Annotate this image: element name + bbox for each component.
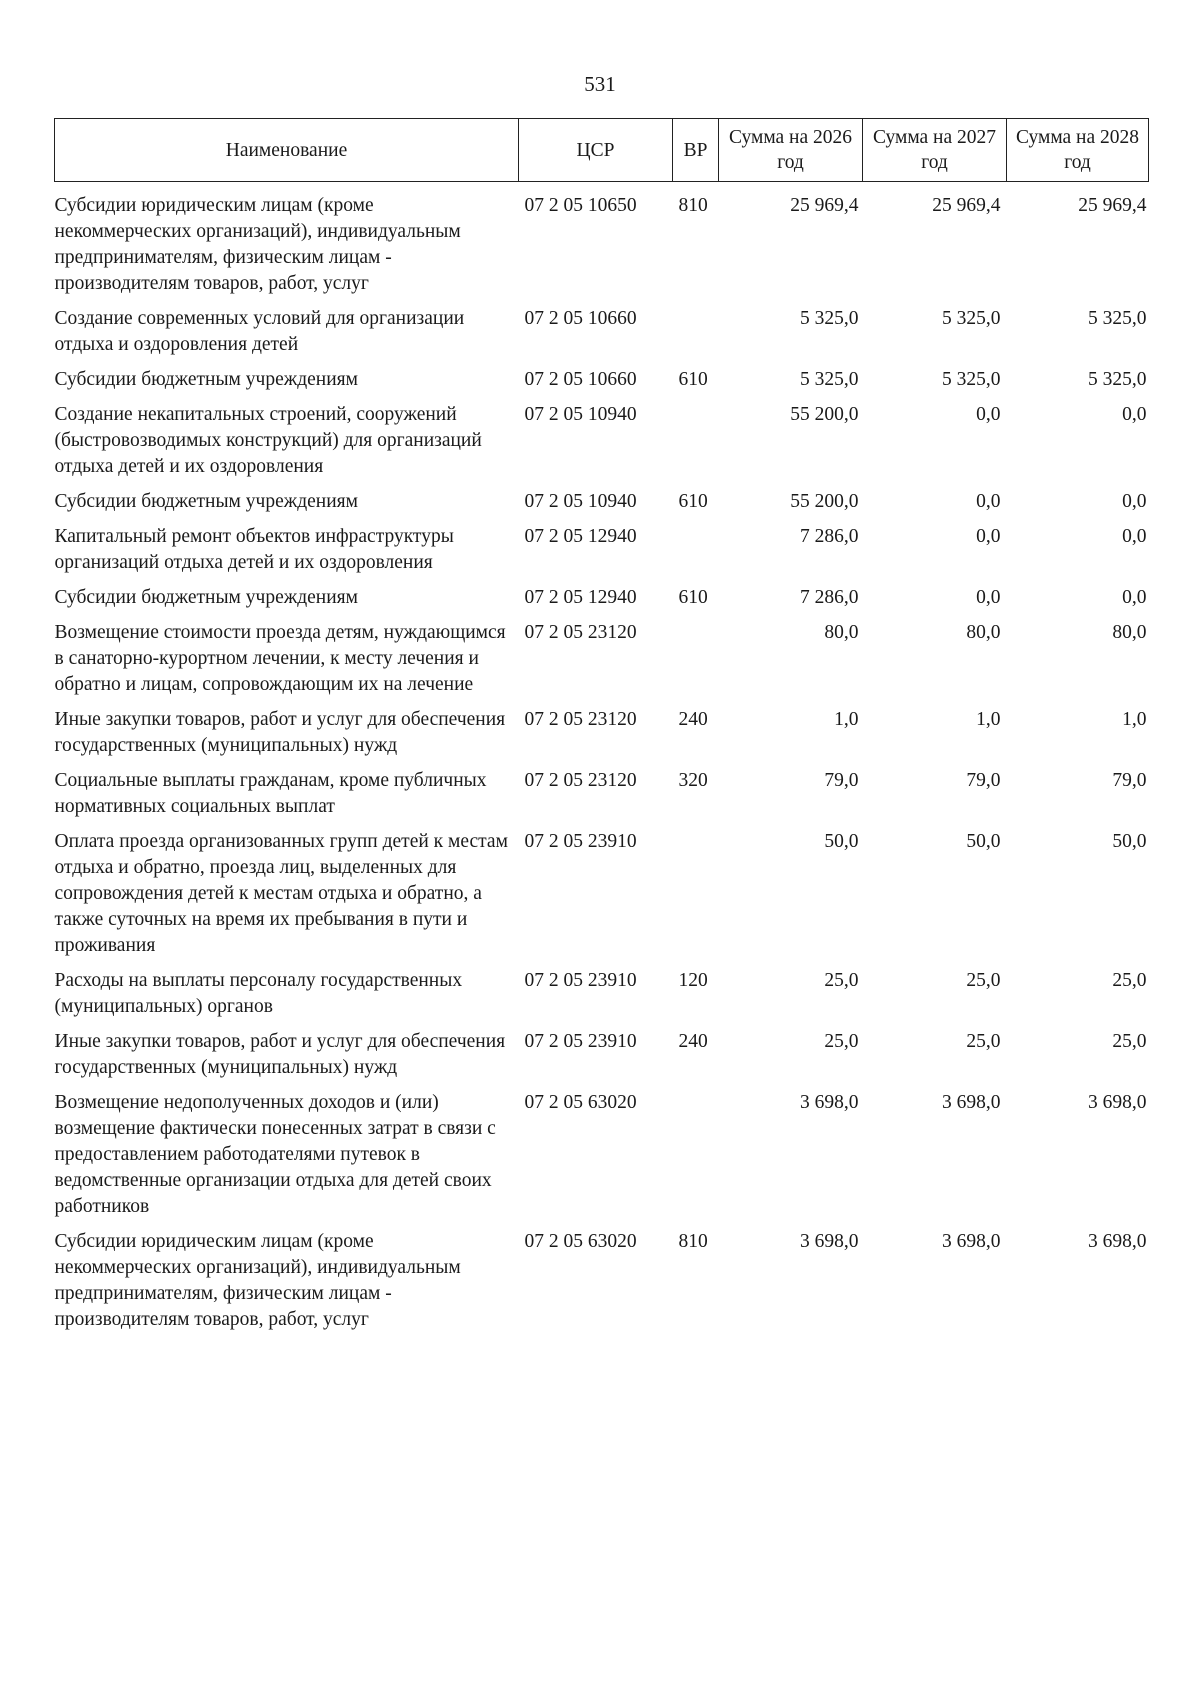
- cell-name: Субсидии юридическим лицам (кроме некоммерческих организаций), индивидуальным предпринимателям, физическим лицам - производителям товаров, работ, услуг: [54, 195, 461, 294]
- cell-sum-2027: 0,0: [976, 587, 1001, 608]
- cell-vr: [673, 524, 719, 585]
- cell-sum-2026: 5 325,0: [800, 369, 859, 390]
- table-row: [55, 620, 1149, 707]
- cell-sum-2028: 5 325,0: [1088, 308, 1147, 329]
- cell-vr: [673, 1090, 719, 1229]
- cell-vr: 240: [678, 709, 708, 730]
- cell-name: Возмещение стоимости проезда детям, нуждающимся в санаторно-курортном лечении, к месту лечения и обратно и лицам, сопровождающим их на лечение: [54, 622, 506, 695]
- cell-sum-2028: 0,0: [1122, 491, 1147, 512]
- table-row: [55, 968, 1149, 1029]
- cell-vr: 610: [678, 587, 708, 608]
- cell-name: Оплата проезда организованных групп детей к местам отдыха и обратно, проезда лиц, выделенных для сопровождения детей к местам отдыха и обратно, а также суточных на время их пребывания в пути и проживания: [54, 831, 508, 956]
- cell-sum-2028: 0,0: [1122, 526, 1147, 547]
- header-row: [55, 119, 1149, 182]
- table-row: [55, 1229, 1149, 1342]
- cell-csr: 07 2 05 10660: [524, 369, 637, 390]
- cell-csr: 07 2 05 10650: [524, 195, 637, 216]
- cell-vr: 810: [678, 1231, 708, 1252]
- header-name: Наименование: [55, 119, 519, 182]
- cell-sum-2028: 0,0: [1122, 404, 1147, 425]
- cell-sum-2027: 3 698,0: [942, 1231, 1001, 1252]
- cell-vr: [673, 829, 719, 968]
- cell-sum-2026: 25 969,4: [790, 195, 859, 216]
- table-row: [55, 585, 1149, 620]
- cell-csr: 07 2 05 63020: [524, 1092, 637, 1113]
- cell-sum-2026: 3 698,0: [800, 1092, 859, 1113]
- cell-sum-2028: 80,0: [1112, 622, 1147, 643]
- cell-sum-2027: 5 325,0: [942, 369, 1001, 390]
- cell-name: Создание современных условий для организации отдыха и оздоровления детей: [54, 308, 465, 355]
- cell-vr: 810: [678, 195, 708, 216]
- table-row: [55, 768, 1149, 829]
- cell-sum-2028: 3 698,0: [1088, 1231, 1147, 1252]
- cell-sum-2027: 3 698,0: [942, 1092, 1001, 1113]
- cell-sum-2026: 7 286,0: [800, 587, 859, 608]
- cell-name: Субсидии бюджетным учреждениям: [54, 587, 358, 608]
- cell-sum-2026: 50,0: [824, 831, 859, 852]
- table-row: [55, 489, 1149, 524]
- cell-name: Расходы на выплаты персоналу государственных (муниципальных) органов: [54, 970, 463, 1017]
- table-header: [55, 119, 1149, 182]
- cell-sum-2026: 79,0: [824, 770, 859, 791]
- cell-sum-2027: 0,0: [976, 404, 1001, 425]
- header-csr: ЦСР: [519, 119, 673, 182]
- cell-vr: 120: [678, 970, 708, 991]
- header-sum-2027: Сумма на 2027 год: [863, 119, 1007, 182]
- cell-name: Создание некапитальных строений, сооружений (быстровозводимых конструкций) для организаций отдыха детей и их оздоровления: [54, 404, 482, 477]
- cell-csr: 07 2 05 10940: [524, 404, 637, 425]
- cell-sum-2026: 3 698,0: [800, 1231, 859, 1252]
- cell-sum-2026: 5 325,0: [800, 308, 859, 329]
- header-sum-2026: Сумма на 2026 год: [719, 119, 863, 182]
- cell-sum-2026: 25,0: [824, 1031, 859, 1052]
- cell-vr: 610: [678, 369, 708, 390]
- cell-sum-2028: 1,0: [1122, 709, 1147, 730]
- page-number: 531: [584, 72, 616, 96]
- cell-name: Возмещение недополученных доходов и (или) возмещение фактически понесенных затрат в связи с предоставлением работодателями путевок в ведомственные организации отдыха для детей своих работников: [54, 1092, 496, 1217]
- cell-sum-2028: 25,0: [1112, 970, 1147, 991]
- cell-csr: 07 2 05 23120: [524, 770, 637, 791]
- cell-sum-2028: 5 325,0: [1088, 369, 1147, 390]
- cell-sum-2026: 25,0: [824, 970, 859, 991]
- table-row: [55, 367, 1149, 402]
- cell-csr: 07 2 05 12940: [524, 526, 637, 547]
- cell-vr: 610: [678, 491, 708, 512]
- cell-csr: 07 2 05 23120: [524, 622, 637, 643]
- cell-vr: [673, 402, 719, 489]
- cell-name: Социальные выплаты гражданам, кроме публичных нормативных социальных выплат: [54, 770, 487, 817]
- table-row: [55, 1090, 1149, 1229]
- cell-csr: 07 2 05 12940: [524, 587, 637, 608]
- cell-name: Капитальный ремонт объектов инфраструктуры организаций отдыха детей и их оздоровления: [54, 526, 454, 573]
- cell-name: Иные закупки товаров, работ и услуг для обеспечения государственных (муниципальных) нужд: [54, 1031, 506, 1078]
- table-row: [55, 1029, 1149, 1090]
- cell-sum-2027: 25,0: [966, 1031, 1001, 1052]
- cell-vr: 320: [678, 770, 708, 791]
- budget-table-container: [54, 118, 1148, 1342]
- cell-sum-2027: 25,0: [966, 970, 1001, 991]
- cell-vr: [673, 306, 719, 367]
- cell-sum-2027: 0,0: [976, 491, 1001, 512]
- cell-sum-2027: 50,0: [966, 831, 1001, 852]
- cell-sum-2027: 25 969,4: [932, 195, 1001, 216]
- cell-sum-2028: 25,0: [1112, 1031, 1147, 1052]
- table-row: [55, 829, 1149, 968]
- table-row: [55, 182, 1149, 307]
- cell-sum-2027: 79,0: [966, 770, 1001, 791]
- cell-sum-2028: 25 969,4: [1078, 195, 1147, 216]
- cell-sum-2026: 55 200,0: [790, 404, 859, 425]
- cell-name: Субсидии юридическим лицам (кроме некоммерческих организаций), индивидуальным предпринимателям, физическим лицам - производителям товаров, работ, услуг: [54, 1231, 461, 1330]
- cell-vr: [673, 620, 719, 707]
- cell-name: Иные закупки товаров, работ и услуг для обеспечения государственных (муниципальных) нужд: [54, 709, 506, 756]
- cell-sum-2028: 79,0: [1112, 770, 1147, 791]
- cell-csr: 07 2 05 23910: [524, 970, 637, 991]
- cell-sum-2026: 55 200,0: [790, 491, 859, 512]
- cell-sum-2027: 5 325,0: [942, 308, 1001, 329]
- cell-sum-2027: 1,0: [976, 709, 1001, 730]
- cell-sum-2026: 7 286,0: [800, 526, 859, 547]
- budget-table: [54, 118, 1149, 1342]
- cell-csr: 07 2 05 23910: [524, 831, 637, 852]
- cell-sum-2028: 0,0: [1122, 587, 1147, 608]
- cell-csr: 07 2 05 23910: [524, 1031, 637, 1052]
- cell-vr: 240: [678, 1031, 708, 1052]
- cell-csr: 07 2 05 10660: [524, 308, 637, 329]
- cell-name: Субсидии бюджетным учреждениям: [54, 491, 358, 512]
- cell-sum-2027: 80,0: [966, 622, 1001, 643]
- table-row: [55, 524, 1149, 585]
- cell-sum-2028: 50,0: [1112, 831, 1147, 852]
- cell-sum-2026: 1,0: [834, 709, 859, 730]
- cell-csr: 07 2 05 63020: [524, 1231, 637, 1252]
- cell-csr: 07 2 05 23120: [524, 709, 637, 730]
- header-sum-2028: Сумма на 2028 год: [1007, 119, 1149, 182]
- table-row: [55, 707, 1149, 768]
- cell-name: Субсидии бюджетным учреждениям: [54, 369, 358, 390]
- table-body: [55, 182, 1149, 1343]
- table-row: [55, 402, 1149, 489]
- cell-sum-2027: 0,0: [976, 526, 1001, 547]
- cell-sum-2026: 80,0: [824, 622, 859, 643]
- table-row: [55, 306, 1149, 367]
- cell-sum-2028: 3 698,0: [1088, 1092, 1147, 1113]
- header-vr: ВР: [673, 119, 719, 182]
- cell-csr: 07 2 05 10940: [524, 491, 637, 512]
